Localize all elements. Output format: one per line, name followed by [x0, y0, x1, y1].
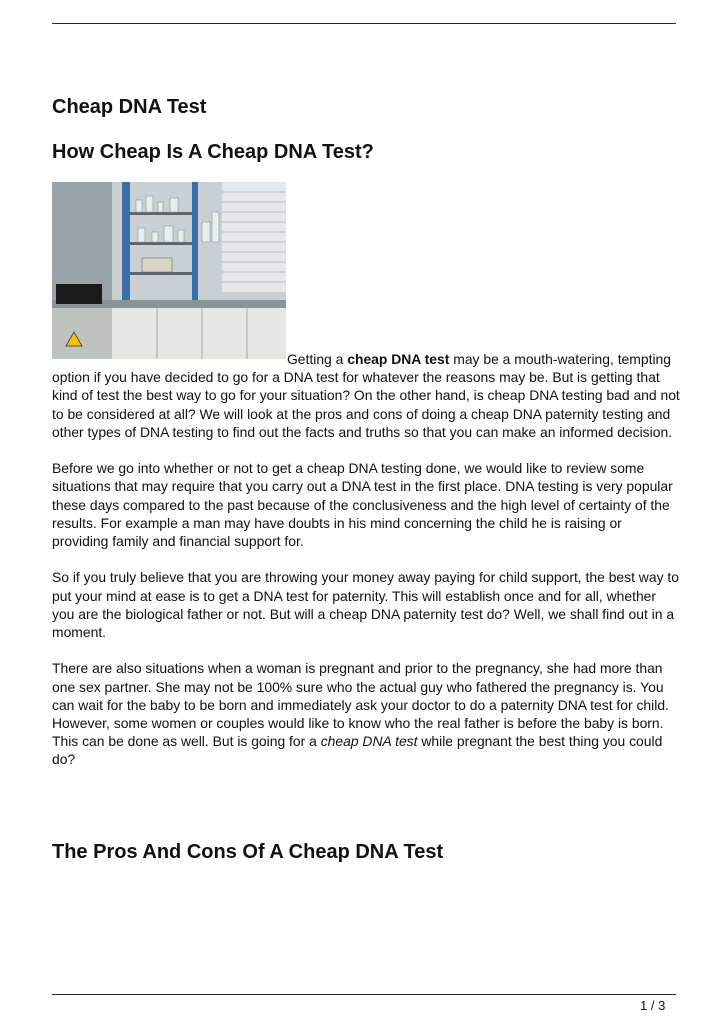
paragraph-4-text-a: There are also situations when a woman is pregnant and prior to the pregnancy, she had more than one sex partner. She may not be 100% sure who the actual guy who fathered the pregnancy is. You can wait for the baby to be born and immediately ask your doctor to do a paternity DNA test for child. However, some women or couples would like to know who the real father is before the baby is born. This can be done as well. But is going for a: [52, 660, 669, 750]
article-body: [52, 182, 680, 769]
page-subtitle: How Cheap Is A Cheap DNA Test?: [52, 141, 374, 163]
paragraph-2: Before we go into whether or not to get a cheap DNA testing done, we would like to review some situations that may require that you carry out a DNA test in the first place. DNA testing is very popular these days compared to the past because of the conclusiveness and the high level of certainty of the results. For example a man may have doubts in his mind concerning the child he is raising or providing family and financial support for.: [52, 460, 673, 550]
paragraph-1-bold: cheap DNA test: [347, 351, 450, 367]
page-title: Cheap DNA Test: [52, 96, 207, 118]
lab-photo-image: [52, 182, 286, 359]
paragraph-4: [52, 659, 680, 768]
bottom-rule: [52, 994, 676, 995]
paragraph-4-text-b: while pregnant the best thing you could do?: [52, 733, 663, 768]
paragraph-1-text-a: Getting a: [287, 351, 348, 367]
section-heading: The Pros And Cons Of A Cheap DNA Test: [52, 841, 444, 863]
page-number: 1 / 3: [640, 998, 666, 1013]
paragraph-3: So if you truly believe that you are throwing your money away paying for child support, the best way to put your mind at ease is to get a DNA test for paternity. This will establish once and for all, whether you are the biological father or not. But will a cheap DNA paternity test do? Well, we shall find out in a moment.: [52, 569, 679, 641]
top-rule: [52, 23, 676, 24]
paragraph-4-italic: cheap DNA test: [320, 733, 418, 750]
paragraph-1-text-b: may be a mouth-watering, tempting option if you have decided to go for a DNA test for whatever the reasons may be. But is getting that kind of test the best way to go for your situation? On the other hand, is cheap DNA testing bad and not to be considered at all? We will look at the pros and cons of doing a cheap DNA paternity testing and other types of DNA testing to find out the facts and truths so that you can make an informed decision.: [52, 351, 680, 440]
